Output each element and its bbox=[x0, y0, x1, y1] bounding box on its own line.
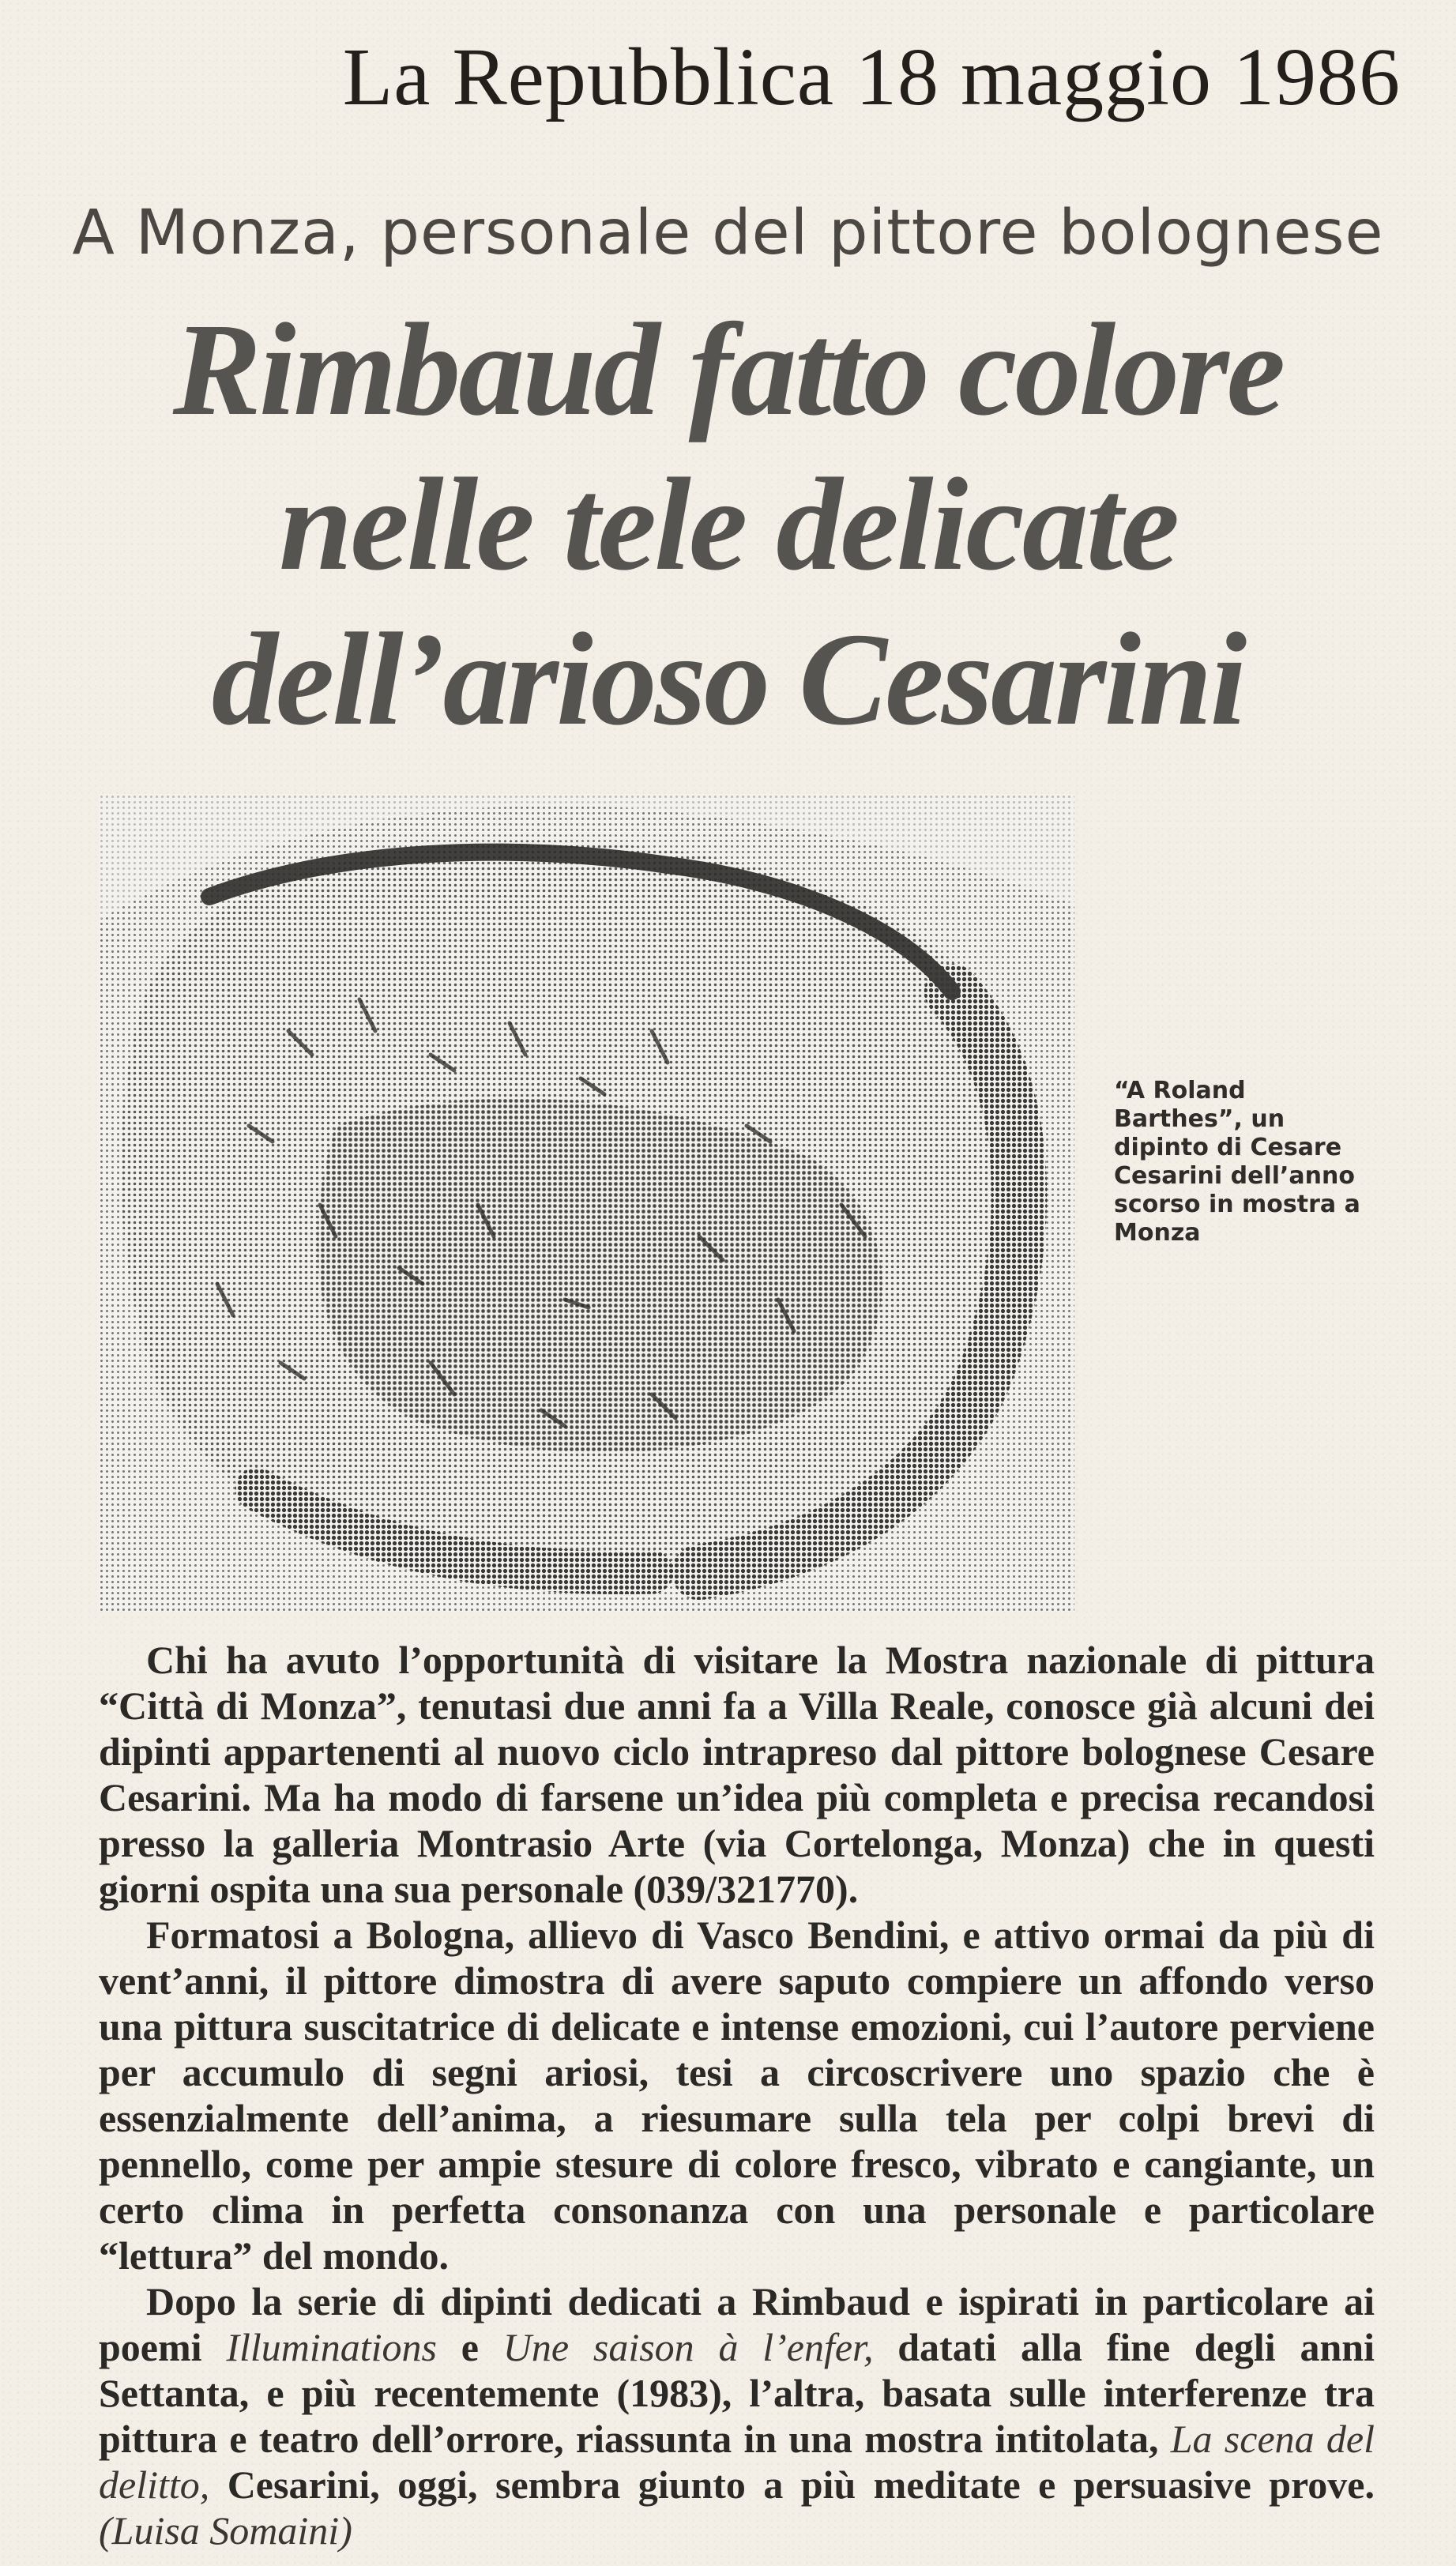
headline-line-1: Rimbaud fatto colore bbox=[172, 296, 1284, 443]
article-body bbox=[99, 1637, 1375, 2553]
paragraph-3 bbox=[99, 2278, 1375, 2553]
newspaper-dateline: La Repubblica 18 maggio 1986 bbox=[342, 32, 1401, 122]
paragraph-3-text-c: datati alla fine degli anni Settanta, e più recentemente (1983), l’altra, basata sulle interferenze tra pittura e teatro dell’orrore, riassunta in una mostra intitolata, bbox=[99, 2325, 1375, 2461]
title-illuminations: Illuminations bbox=[226, 2325, 438, 2369]
paragraph-3-text-a: Dopo la serie di dipinti dedicati a Rimbaud e ispirati in particolare ai poemi bbox=[99, 2279, 1375, 2369]
paragraph-2: Formatosi a Bologna, allievo di Vasco Bendini, e attivo ormai da più di vent’anni, il pittore dimostra di avere saputo compiere un affondo verso una pittura suscitatrice di delicate e intense emozioni, cui l’autore perviene per accumulo di segni ariosi, tesi a circoscrivere uno spazio che è essenzialmente dell’anima, a riesumare sulla tela per colpi brevi di pennello, come per ampie stesure di colore fresco, vibrato e cangiante, un certo clima in perfetta consonanza con una personale e particolare “lettura” del mondo. bbox=[99, 1913, 1375, 2278]
paragraph-3-text-d: Cesarini, oggi, sembra giunto a più meditate e persuasive prove. bbox=[209, 2463, 1375, 2507]
photo-caption: “A Roland Barthes”, un dipinto di Cesare Cesarini dell’anno scorso in mostra a Monza bbox=[1114, 1077, 1360, 1247]
paragraph-3-text-b: e bbox=[437, 2325, 503, 2369]
headline-line-3: dell’arioso Cesarini bbox=[211, 606, 1245, 753]
title-une-saison: Une saison à l’enfer, bbox=[502, 2325, 874, 2369]
title-scena-del-delitto: La scena del delitto, bbox=[99, 2417, 1375, 2507]
article-headline bbox=[47, 292, 1409, 757]
headline-line-2: nelle tele delicate bbox=[278, 451, 1178, 598]
paragraph-1: Chi ha avuto l’opportunità di visitare la Mostra nazionale di pittura “Città di Monza”, tenutasi due anni fa a Villa Reale, conosce già alcuni dei dipinti appartenenti al nuovo ciclo intrapreso dal pittore bolognese Cesare Cesarini. Ma ha modo di farsene un’idea più completa e precisa recandosi presso la galleria Montrasio Arte (via Cortelonga, Monza) che in questi giorni ospita una sua personale (039/321770). bbox=[99, 1638, 1375, 1911]
painting-photo bbox=[99, 794, 1074, 1612]
painting-illustration bbox=[99, 794, 1074, 1612]
author-signature: (Luisa Somaini) bbox=[99, 2508, 352, 2553]
article-kicker: A Monza, personale del pittore bolognese bbox=[72, 198, 1384, 269]
